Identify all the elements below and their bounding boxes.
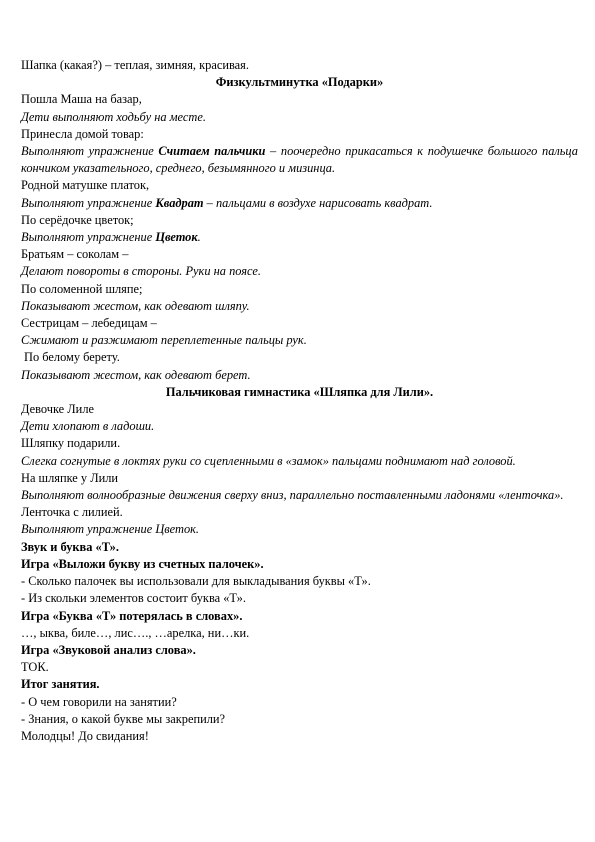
exercise-name: Считаем пальчики [158, 144, 266, 159]
text-span: Выполняют упражнение [21, 144, 159, 159]
text-line: - Сколько палочек вы использовали для выкладывания буквы «Т». [21, 574, 371, 589]
instruction-line: Слегка согнутые в локтях руки со сцепленными в «замок» пальцами поднимают над головой. [21, 453, 516, 468]
subheading: Игра «Выложи букву из счетных палочек». [21, 556, 264, 571]
exercise-name: Цветок [155, 230, 198, 245]
text-line: Шапка (какая?) – теплая, зимняя, красивая. [21, 58, 249, 72]
instruction-line: Выполняют волнообразные движения сверху вниз, параллельно поставленными ладонями «ленточка». [21, 488, 564, 503]
text-line: ТОК. [21, 660, 49, 675]
instruction-line [21, 143, 578, 177]
text-line: На шляпке у Лили [21, 470, 119, 485]
text-span: – поочередно прикасаться к подушечке большого пальца кончиком указательного, среднего, безымянного и мизинца. [21, 144, 578, 176]
instruction-line: Показывают жестом, как одевают берет. [21, 367, 251, 382]
instruction-line: Показывают жестом, как одевают шляпу. [21, 298, 250, 313]
instruction-line: Выполняют упражнение Цветок. [21, 522, 200, 537]
subheading: Звук и буква «Т». [21, 539, 119, 554]
instruction-line: Делают повороты в стороны. Руки на поясе. [21, 264, 261, 279]
instruction-line: Дети выполняют ходьбу на месте. [21, 109, 206, 124]
text-line: Братьям – соколам – [21, 247, 129, 262]
section-heading: Физкультминутка «Подарки» [215, 75, 384, 90]
text-line: - Из скольки элементов состоит буква «Т». [21, 591, 246, 606]
text-line: Пошла Маша на базар, [21, 92, 142, 107]
subheading: Игра «Буква «Т» потерялась в словах». [21, 608, 243, 623]
exercise-name: Квадрат [155, 195, 204, 210]
text-line: - О чем говорили на занятии? [21, 694, 177, 709]
subheading: Игра «Звуковой анализ слова». [21, 642, 196, 657]
text-line: Молодцы! До свидания! [21, 728, 149, 743]
text-span: Выполняют упражнение [21, 230, 156, 245]
text-line: Принесла домой товар: [21, 126, 144, 141]
instruction-line: Сжимают и разжимают переплетенные пальцы рук. [21, 333, 307, 348]
text-line: Девочке Лиле [21, 402, 95, 417]
subheading: Итог занятия. [21, 677, 100, 692]
text-span: – пальцами в воздухе нарисовать квадрат. [203, 195, 433, 210]
text-line: По белому берету. [24, 350, 120, 365]
document-body [21, 57, 578, 745]
text-span: . [197, 230, 201, 245]
instruction-line [21, 229, 578, 246]
text-line: Сестрицам – лебедицам – [21, 316, 157, 331]
text-line: - Знания, о какой букве мы закрепили? [21, 711, 226, 726]
text-line: Родной матушке платок, [21, 178, 150, 193]
instruction-line: Дети хлопают в ладоши. [21, 419, 155, 434]
text-line: Шляпку подарили. [21, 436, 121, 451]
text-line: Ленточка с лилией. [21, 505, 123, 520]
text-line: …, ыква, биле…, лис…., …арелка, ни…ки. [21, 625, 250, 640]
section-heading: Пальчиковая гимнастика «Шляпка для Лили». [165, 384, 434, 399]
text-line: По соломенной шляпе; [21, 281, 143, 296]
text-line: По серёдочке цветок; [21, 212, 134, 227]
text-span: Выполняют упражнение [21, 195, 156, 210]
instruction-line [21, 195, 578, 212]
